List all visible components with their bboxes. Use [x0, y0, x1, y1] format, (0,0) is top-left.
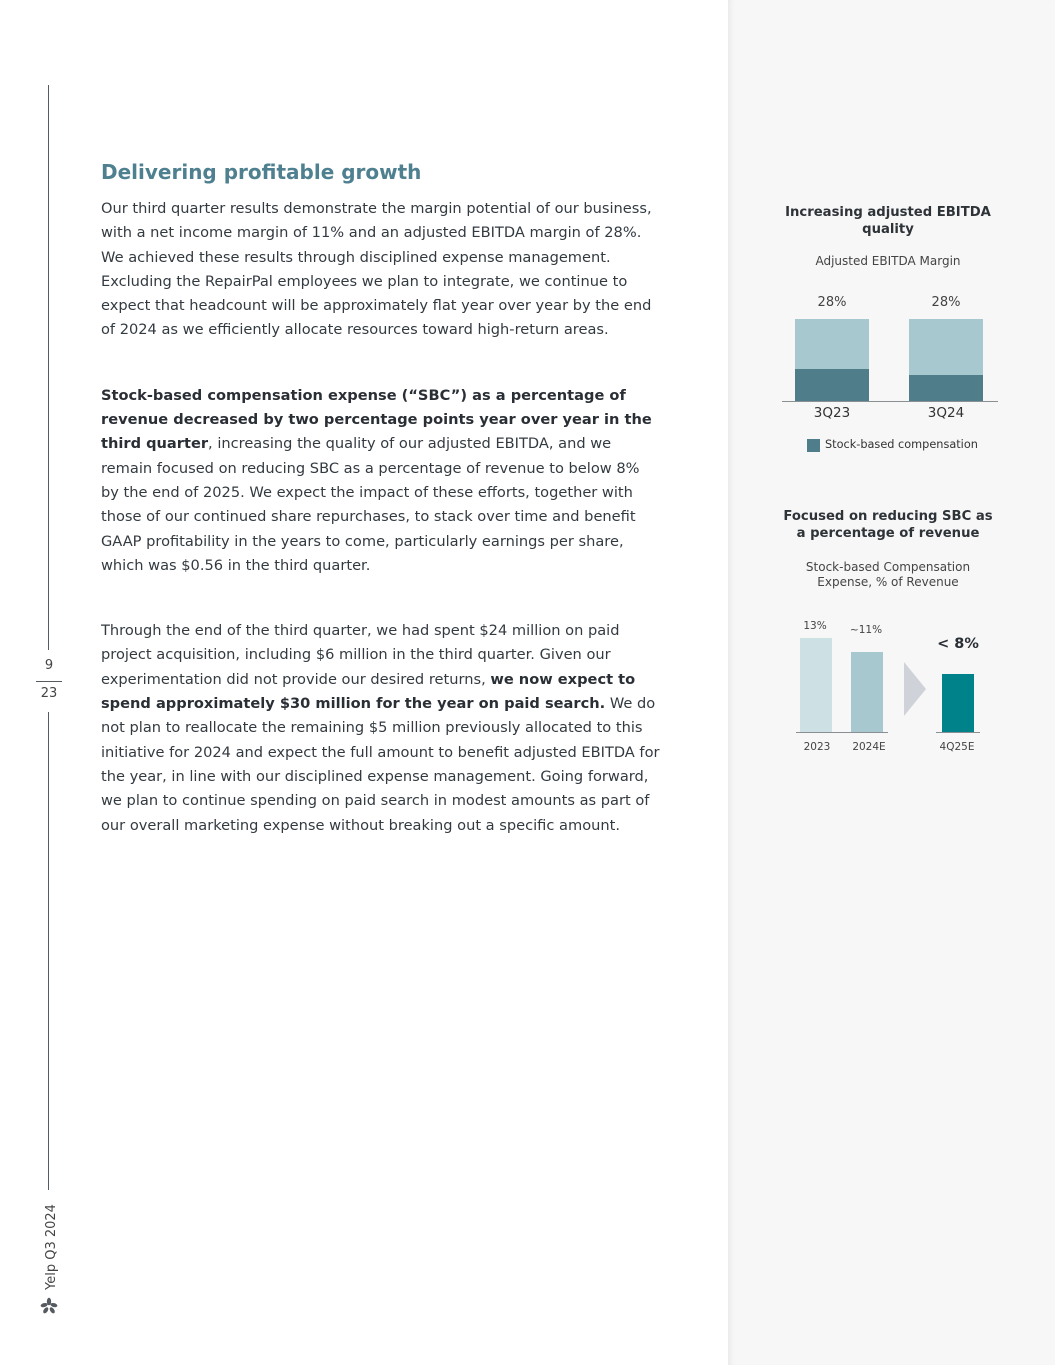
chart2-cat-4q25e: 4Q25E [939, 741, 975, 753]
chart1-bar-sbc-3q23 [795, 369, 869, 401]
yelp-burst-icon [40, 1297, 58, 1315]
chart2-bar-4q25e [942, 674, 974, 732]
main-text-column [101, 160, 661, 838]
chart1-cat-3q23: 3Q23 [813, 405, 851, 421]
chart2-baseline-target [936, 732, 980, 733]
chart2-cat-2024e: 2024E [852, 741, 886, 753]
chart1-legend-swatch [807, 439, 820, 452]
chevron-right-icon [904, 662, 926, 716]
chart2-title: Focused on reducing SBC as a percentage of revenue [783, 509, 993, 541]
rail-line-bottom [48, 712, 49, 1190]
paragraph-paid-search [101, 619, 661, 838]
chart1-bar-sbc-3q24 [909, 375, 983, 401]
paragraph-sbc [101, 384, 661, 578]
page-number-divider [36, 681, 62, 682]
footer-label: Yelp Q3 2024 [44, 1204, 59, 1290]
chart1-cat-3q24: 3Q24 [927, 405, 965, 421]
chart2-bar-2023 [800, 638, 832, 732]
paragraph-sbc-rest: , increasing the quality of our adjusted EBITDA, and we remain focused on reducing SBC as a percentage of revenue to below 8% by the end of 2025. We expect the impact of these efforts, together with those of our continued share repurchases, to stack over time and benefit GAAP profitability in the years to come, particularly earnings per share, which was $0.56 in the third quarter. [101, 435, 640, 574]
rail-line-top [48, 85, 49, 650]
section-title: Delivering profitable growth [101, 160, 422, 184]
chart1-baseline [782, 401, 998, 402]
chart1-total-label-3q24: 28% [931, 295, 961, 310]
chart1-total-label-3q23: 28% [817, 295, 847, 310]
chart2-subtitle: Stock-based Compensation Expense, % of Revenue [805, 560, 971, 589]
paragraph-margins: Our third quarter results demonstrate the margin potential of our business, with a net income margin of 11% and an adjusted EBITDA margin of 28%. We achieved these results through disciplined expense management. Excluding the RepairPal employees we plan to integrate, we continue to expect that headcount will be approximately flat year over year by the end of 2024 as we efficiently allocate resources toward high-return areas. [101, 200, 652, 339]
page-number-current: 9 [44, 658, 54, 673]
paragraph-paid-search-end: We do not plan to reallocate the remaining $5 million previously allocated to this initiative for 2024 and expect the full amount to benefit adjusted EBITDA for the year, in line with our disciplined expense management. Going forward, we plan to continue spending on paid search in modest amounts as part of our overall marketing expense without breaking out a specific amount. [101, 695, 660, 834]
chart1-legend-label: Stock-based compensation [825, 438, 978, 451]
chart2-value-label-2023: 13% [803, 620, 827, 632]
chart2-value-label-2024e: ~11% [849, 624, 883, 636]
chart1-bar-other-3q23 [795, 319, 869, 369]
paragraph-paid-search-start: Through the end of the third quarter, we had spent $24 million on paid project acquisition, including $6 million in the third quarter. Given our experimentation did not provide our desired returns, [101, 622, 620, 688]
paragraph-paid-search-bold: we now expect to spend approximately $30 million for the year on paid search. [101, 670, 636, 713]
chart1-subtitle: Adjusted EBITDA Margin [815, 254, 961, 268]
paragraph-sbc-bold: Stock-based compensation expense (“SBC”) as a percentage of revenue decreased by two percentage points year over year in the third quarter [101, 386, 652, 453]
chart2-value-label-4q25e: < 8% [937, 636, 979, 652]
chart1-bar-other-3q24 [909, 319, 983, 375]
chart2-bar-2024e [851, 652, 883, 732]
chart1-title: Increasing adjusted EBITDA quality [785, 205, 991, 237]
chart2-baseline-actual [796, 732, 888, 733]
page-number-total: 23 [40, 686, 58, 701]
chart2-cat-2023: 2023 [803, 741, 831, 753]
